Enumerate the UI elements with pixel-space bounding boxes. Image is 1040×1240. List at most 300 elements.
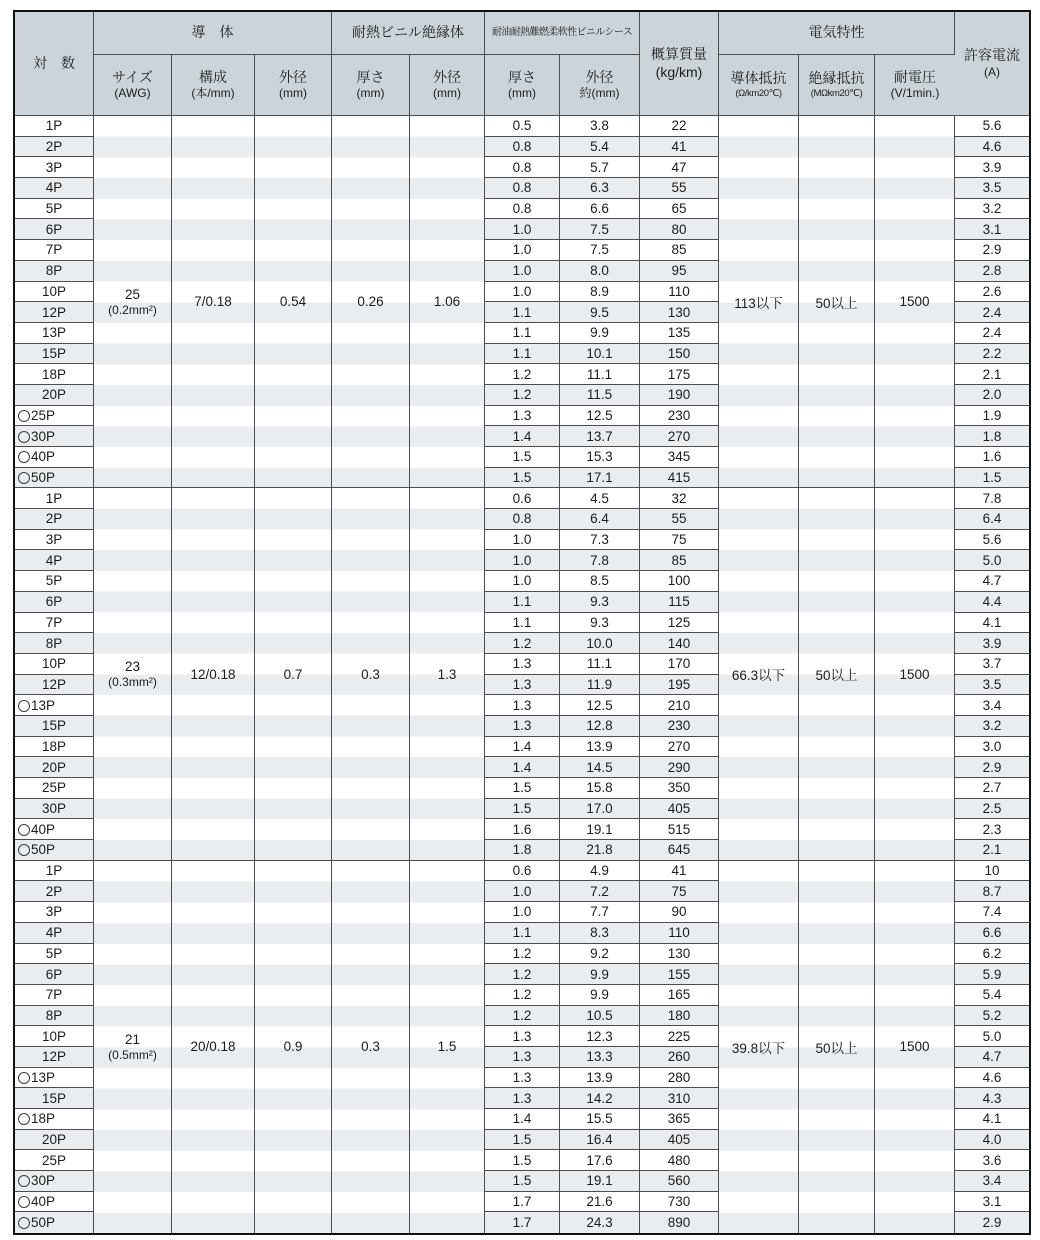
current-value: 2.7 (982, 780, 1002, 796)
sheath-od-cell (560, 1088, 640, 1109)
electrical-group-header: 電気特性 (719, 12, 955, 55)
pair-count-label: 25P (31, 407, 56, 423)
pair-count-label: 7P (45, 614, 63, 630)
pair-count-label: 10P (41, 1028, 67, 1044)
mass-cell (640, 923, 719, 944)
mass-cell-value: 405 (667, 1132, 691, 1148)
sheath-thickness-header (485, 55, 560, 116)
pair-count-label: 3P (45, 159, 63, 175)
current-cell (955, 571, 1029, 592)
current-cell (955, 282, 1029, 303)
mass-cell (640, 737, 719, 758)
sheath-thickness-cell (485, 964, 560, 985)
mass-cell-value: 155 (667, 966, 691, 982)
sheath-od-cell-value: 10.1 (586, 345, 613, 361)
sheath-thickness-cell-value: 1.0 (512, 904, 532, 920)
pair-count-cell (15, 137, 94, 158)
mass-cell (640, 219, 719, 240)
current-cell (955, 323, 1029, 344)
pair-count-label: 4P (45, 552, 63, 568)
current-cell (955, 178, 1029, 199)
sheath-thickness-cell-value: 1.2 (512, 987, 532, 1003)
sheath-od-cell (560, 613, 640, 634)
conductor-group-header: 導 体 (94, 12, 332, 55)
current-value: 4.7 (982, 1049, 1002, 1065)
insulation-od-header-label: 外径 (433, 68, 462, 85)
sheath-thickness-cell (485, 116, 560, 137)
pair-count-cell (15, 1171, 94, 1192)
strand-cell (172, 861, 255, 1233)
pair-count-label: 8P (45, 263, 63, 279)
sheath-od-cell (560, 261, 640, 282)
mass-cell-value: 85 (671, 242, 687, 258)
mass-cell-value: 290 (667, 759, 691, 775)
mass-cell-value: 130 (667, 304, 691, 320)
current-cell (955, 1130, 1029, 1151)
strand-cell-value: 20/0.18 (190, 1039, 236, 1055)
sheath-thickness-cell-value: 1.2 (512, 1007, 532, 1023)
circle-mark-icon (18, 472, 30, 484)
conductor-od-cell (255, 488, 332, 860)
pair-count-cell (15, 737, 94, 758)
sheath-thickness-cell-value: 1.3 (512, 1090, 532, 1106)
pair-count-cell (15, 426, 94, 447)
sheath-od-cell-value: 8.5 (590, 573, 609, 589)
sheath-od-cell (560, 1171, 640, 1192)
pair-count-cell (15, 323, 94, 344)
mass-cell-value: 310 (667, 1090, 691, 1106)
sheath-od-cell-value: 5.4 (590, 139, 609, 155)
current-value: 2.4 (982, 304, 1002, 320)
sheath-od-cell (560, 944, 640, 965)
sheath-od-cell-value: 6.4 (590, 511, 609, 527)
mass-cell (640, 530, 719, 551)
pair-count-cell (15, 1088, 94, 1109)
pair-count-label: 50P (31, 1215, 56, 1231)
current-cell (955, 219, 1029, 240)
conductor-size-value: 25 (124, 286, 141, 302)
conductor-resistance-cell-value: 113以下 (734, 295, 783, 311)
sheath-od-cell-value: 21.8 (586, 842, 613, 858)
sheath-thickness-cell-value: 1.4 (512, 428, 532, 444)
current-cell (955, 1192, 1029, 1213)
current-value: 1.5 (982, 470, 1002, 486)
mass-cell-value: 405 (667, 801, 691, 817)
sheath-od-cell (560, 861, 640, 882)
current-cell (955, 468, 1029, 489)
sheath-thickness-cell (485, 323, 560, 344)
circle-mark-icon (18, 451, 30, 463)
sheath-group-header: 耐油耐熱難燃柔軟性ビニルシース (485, 12, 640, 55)
pair-count-cell (15, 923, 94, 944)
current-value: 4.6 (982, 139, 1002, 155)
circle-mark-icon (18, 1196, 30, 1208)
sheath-od-cell-value: 12.5 (586, 407, 613, 423)
mass-cell (640, 675, 719, 696)
circle-mark-icon (18, 410, 30, 422)
current-cell (955, 1150, 1029, 1171)
current-cell (955, 944, 1029, 965)
mass-cell (640, 881, 719, 902)
current-value: 8.7 (982, 883, 1002, 899)
mass-cell (640, 137, 719, 158)
mass-cell (640, 985, 719, 1006)
pair-count-cell (15, 199, 94, 220)
sheath-od-cell-value: 11.5 (586, 387, 613, 403)
sheath-thickness-cell (485, 385, 560, 406)
mass-cell-value: 175 (667, 366, 691, 382)
sheath-od-cell (560, 902, 640, 923)
sheath-od-cell-value: 7.2 (590, 883, 609, 899)
pair-count-label: 18P (41, 738, 67, 754)
current-cell (955, 302, 1029, 323)
sheath-od-cell-value: 16.4 (586, 1132, 613, 1148)
pair-count-cell (15, 592, 94, 613)
circle-mark-icon (18, 1072, 30, 1084)
sheath-thickness-cell-value: 1.3 (512, 1049, 532, 1065)
current-cell (955, 778, 1029, 799)
size-header-unit: (AWG) (114, 86, 151, 101)
pair-count-label: 10P (41, 656, 67, 672)
voltage-header-label: 耐電圧 (894, 68, 937, 85)
insulation-thickness-header (332, 55, 410, 116)
pair-count-label: 40P (31, 821, 56, 837)
sheath-od-cell (560, 571, 640, 592)
current-cell (955, 447, 1029, 468)
mass-cell-value: 560 (667, 1173, 691, 1189)
mass-cell-value: 190 (667, 387, 691, 403)
current-cell (955, 799, 1029, 820)
sheath-thickness-cell (485, 571, 560, 592)
pair-count-label: 15P (41, 718, 67, 734)
current-value: 2.1 (982, 366, 1002, 382)
mass-cell (640, 1006, 719, 1027)
mass-cell (640, 178, 719, 199)
sheath-od-cell (560, 840, 640, 861)
pair-count-cell (15, 302, 94, 323)
conductor-size-value: 21 (124, 1031, 141, 1047)
circle-mark-icon (18, 431, 30, 443)
mass-cell-value: 645 (667, 842, 691, 858)
current-cell (955, 1047, 1029, 1068)
current-value: 3.9 (982, 159, 1002, 175)
sheath-od-cell (560, 406, 640, 427)
current-value: 2.2 (982, 345, 1002, 361)
conductor-od-header-unit: (mm) (279, 86, 307, 101)
pair-count-cell (15, 219, 94, 240)
strand-cell-value: 7/0.18 (194, 294, 232, 310)
sheath-thickness-cell-value: 1.5 (512, 1152, 532, 1168)
circle-mark-icon (18, 1175, 30, 1187)
pair-count-cell (15, 571, 94, 592)
insulation-resistance-header-unit: (MΩkm20℃) (810, 87, 863, 99)
pair-count-label: 5P (45, 201, 63, 217)
mass-cell (640, 1192, 719, 1213)
sheath-thickness-cell (485, 1047, 560, 1068)
sheath-od-cell (560, 675, 640, 696)
insulation-thickness-header-label: 厚さ (356, 68, 385, 85)
insulation-thickness-header-unit: (mm) (356, 86, 385, 101)
sheath-od-cell (560, 364, 640, 385)
sheath-thickness-cell-value: 1.1 (512, 594, 532, 610)
sheath-od-cell-value: 8.3 (590, 925, 609, 941)
sheath-od-cell-value: 11.1 (586, 366, 613, 382)
sheath-od-cell (560, 1047, 640, 1068)
sheath-od-cell (560, 323, 640, 344)
sheath-thickness-cell (485, 550, 560, 571)
spec-table (13, 10, 1031, 1235)
sheath-od-cell (560, 778, 640, 799)
sheath-od-cell-value: 19.1 (586, 1173, 613, 1189)
mass-cell (640, 550, 719, 571)
section-awg25 (15, 116, 1029, 488)
voltage-cell-value: 1500 (899, 294, 930, 310)
current-value: 3.1 (982, 221, 1002, 237)
conductor-od-cell (255, 861, 332, 1233)
pair-count-label: 4P (45, 180, 63, 196)
pair-count-cell (15, 613, 94, 634)
sheath-thickness-cell (485, 923, 560, 944)
pair-count-label: 12P (41, 676, 67, 692)
sheath-thickness-cell (485, 716, 560, 737)
sheath-thickness-cell (485, 985, 560, 1006)
current-cell (955, 819, 1029, 840)
sheath-thickness-cell (485, 406, 560, 427)
circle-mark-icon (18, 1113, 30, 1125)
voltage-cell (875, 861, 955, 1233)
mass-cell (640, 757, 719, 778)
mass-cell (640, 1068, 719, 1089)
current-cell (955, 840, 1029, 861)
insulation-thickness-cell-value: 0.26 (357, 294, 384, 310)
current-cell (955, 157, 1029, 178)
sheath-thickness-cell (485, 1171, 560, 1192)
mass-cell-value: 115 (668, 594, 690, 610)
strand-cell-value: 12/0.18 (190, 666, 236, 682)
sheath-thickness-cell-value: 1.0 (512, 263, 532, 279)
mass-cell (640, 1212, 719, 1233)
current-cell (955, 364, 1029, 385)
conductor-od-cell-value: 0.9 (283, 1039, 303, 1055)
current-value: 4.1 (982, 1111, 1002, 1127)
sheath-thickness-cell (485, 819, 560, 840)
mass-cell (640, 1088, 719, 1109)
mass-cell-value: 270 (667, 738, 691, 754)
insulation-od-header-unit: (mm) (433, 86, 461, 101)
sheath-thickness-cell-value: 1.3 (512, 1069, 532, 1085)
current-value: 2.0 (982, 387, 1002, 403)
pair-count-label: 13P (31, 697, 56, 713)
mass-cell (640, 282, 719, 303)
mass-cell-value: 22 (671, 118, 687, 134)
current-value: 4.0 (982, 1132, 1002, 1148)
mass-cell-value: 140 (667, 635, 691, 651)
sheath-thickness-cell-value: 1.5 (512, 449, 532, 465)
insulation-thickness-cell (332, 116, 410, 488)
mass-cell (640, 1026, 719, 1047)
mass-cell (640, 633, 719, 654)
sheath-thickness-cell (485, 778, 560, 799)
current-value: 2.9 (982, 242, 1002, 258)
mass-cell-value: 32 (671, 490, 687, 506)
sheath-thickness-cell (485, 757, 560, 778)
sheath-od-cell-value: 17.6 (586, 1152, 613, 1168)
sheath-thickness-cell (485, 1088, 560, 1109)
current-value: 3.4 (982, 1173, 1002, 1189)
current-value: 3.5 (982, 676, 1002, 692)
insulation-od-cell-value: 1.06 (433, 294, 461, 310)
insulation-resistance-header-label: 絶縁抵抗 (808, 70, 865, 87)
sheath-od-cell (560, 923, 640, 944)
sheath-od-cell (560, 881, 640, 902)
sheath-od-cell-value: 4.5 (590, 490, 609, 506)
sheath-thickness-cell (485, 881, 560, 902)
pair-count-cell (15, 840, 94, 861)
voltage-header-unit: (V/1min.) (890, 86, 940, 101)
mass-cell (640, 426, 719, 447)
mass-cell (640, 468, 719, 489)
mass-cell (640, 571, 719, 592)
sheath-od-cell (560, 302, 640, 323)
pair-count-label: 20P (41, 1132, 67, 1148)
mass-cell (640, 819, 719, 840)
current-cell (955, 881, 1029, 902)
size-header-label: サイズ (112, 68, 153, 85)
sheath-od-cell (560, 633, 640, 654)
pair-count-label: 40P (31, 449, 56, 465)
sheath-thickness-cell (485, 944, 560, 965)
sheath-od-cell-value: 17.0 (586, 801, 613, 817)
current-value: 3.2 (982, 201, 1002, 217)
sheath-od-cell (560, 1192, 640, 1213)
sheath-od-cell (560, 282, 640, 303)
sheath-thickness-cell (485, 282, 560, 303)
mass-cell-value: 730 (667, 1194, 691, 1210)
current-value: 3.2 (982, 718, 1002, 734)
mass-cell (640, 261, 719, 282)
sheath-od-cell-value: 9.9 (590, 966, 609, 982)
mass-cell (640, 344, 719, 365)
sheath-od-cell (560, 199, 640, 220)
pair-count-cell (15, 468, 94, 489)
current-cell (955, 199, 1029, 220)
current-cell (955, 426, 1029, 447)
strand-cell (172, 488, 255, 860)
sheath-thickness-cell-value: 1.0 (512, 242, 532, 258)
pair-count-cell (15, 1212, 94, 1233)
mass-cell-value: 180 (667, 1007, 691, 1023)
sheath-od-cell (560, 530, 640, 551)
sheath-od-cell-value: 9.3 (590, 614, 609, 630)
pair-count-cell (15, 964, 94, 985)
sheath-thickness-cell (485, 1130, 560, 1151)
circle-mark-icon (18, 700, 30, 712)
conductor-resistance-header-label: 導体抵抗 (730, 70, 787, 87)
current-cell (955, 964, 1029, 985)
mass-cell (640, 716, 719, 737)
sheath-thickness-cell-value: 1.6 (512, 821, 532, 837)
sheath-od-cell-value: 14.2 (586, 1090, 613, 1106)
mass-cell (640, 944, 719, 965)
sheath-thickness-cell (485, 861, 560, 882)
conductor-resistance-cell (719, 116, 799, 488)
current-value: 2.9 (982, 759, 1002, 775)
sheath-od-cell-value: 7.7 (590, 904, 609, 920)
mass-cell (640, 199, 719, 220)
sheath-od-cell (560, 1150, 640, 1171)
sheath-thickness-cell-value: 0.8 (512, 139, 532, 155)
current-value: 4.6 (982, 1069, 1002, 1085)
sheath-thickness-cell (485, 302, 560, 323)
current-cell (955, 592, 1029, 613)
mass-cell (640, 1109, 719, 1130)
sheath-thickness-cell-value: 1.3 (512, 656, 532, 672)
mass-cell (640, 613, 719, 634)
mass-cell-value: 80 (671, 221, 687, 237)
sheath-thickness-cell-value: 1.5 (512, 1173, 532, 1189)
mass-cell (640, 323, 719, 344)
pair-count-cell (15, 633, 94, 654)
mass-cell (640, 240, 719, 261)
pair-count-cell (15, 778, 94, 799)
mass-cell-value: 480 (667, 1152, 691, 1168)
sheath-thickness-cell (485, 675, 560, 696)
sheath-thickness-cell-value: 1.5 (512, 780, 532, 796)
pair-count-label: 3P (45, 532, 63, 548)
sheath-thickness-cell-value: 1.2 (512, 945, 532, 961)
current-cell (955, 923, 1029, 944)
pair-count-label: 10P (41, 283, 67, 299)
insulation-od-cell-value: 1.5 (437, 1039, 457, 1055)
insulation-resistance-cell-value: 50以上 (815, 295, 858, 311)
insulation-resistance-cell-value: 50以上 (815, 668, 858, 684)
pair-count-label: 30P (31, 428, 56, 444)
section-awg21 (15, 861, 1029, 1233)
current-cell (955, 530, 1029, 551)
sheath-thickness-cell-value: 1.0 (512, 532, 532, 548)
pair-count-label: 2P (45, 511, 63, 527)
pair-count-label: 40P (31, 1194, 56, 1210)
sheath-od-cell-value: 5.7 (590, 159, 609, 175)
current-value: 4.3 (982, 1090, 1002, 1106)
pair-count-label: 8P (45, 1007, 63, 1023)
mass-cell-value: 75 (671, 532, 687, 548)
insulation-thickness-cell (332, 861, 410, 1233)
sheath-thickness-cell-value: 1.3 (512, 1028, 532, 1044)
sheath-thickness-cell (485, 592, 560, 613)
sheath-thickness-cell (485, 1192, 560, 1213)
pair-count-cell (15, 861, 94, 882)
sheath-od-cell (560, 695, 640, 716)
sheath-od-cell (560, 178, 640, 199)
mass-cell-value: 110 (668, 283, 690, 299)
current-cell (955, 1212, 1029, 1233)
sheath-thickness-cell-value: 1.5 (512, 1132, 532, 1148)
sheath-od-cell (560, 1068, 640, 1089)
current-cell (955, 695, 1029, 716)
mass-cell-value: 41 (671, 139, 687, 155)
sheath-od-cell (560, 1212, 640, 1233)
pair-count-label: 6P (45, 221, 63, 237)
current-cell (955, 488, 1029, 509)
pair-count-label: 20P (41, 759, 67, 775)
mass-cell-value: 95 (671, 263, 687, 279)
insulation-od-cell (410, 861, 485, 1233)
mass-cell (640, 695, 719, 716)
sheath-od-cell (560, 468, 640, 489)
mass-cell-value: 225 (667, 1028, 691, 1044)
conductor-size-note: (0.5mm²) (108, 1047, 157, 1062)
